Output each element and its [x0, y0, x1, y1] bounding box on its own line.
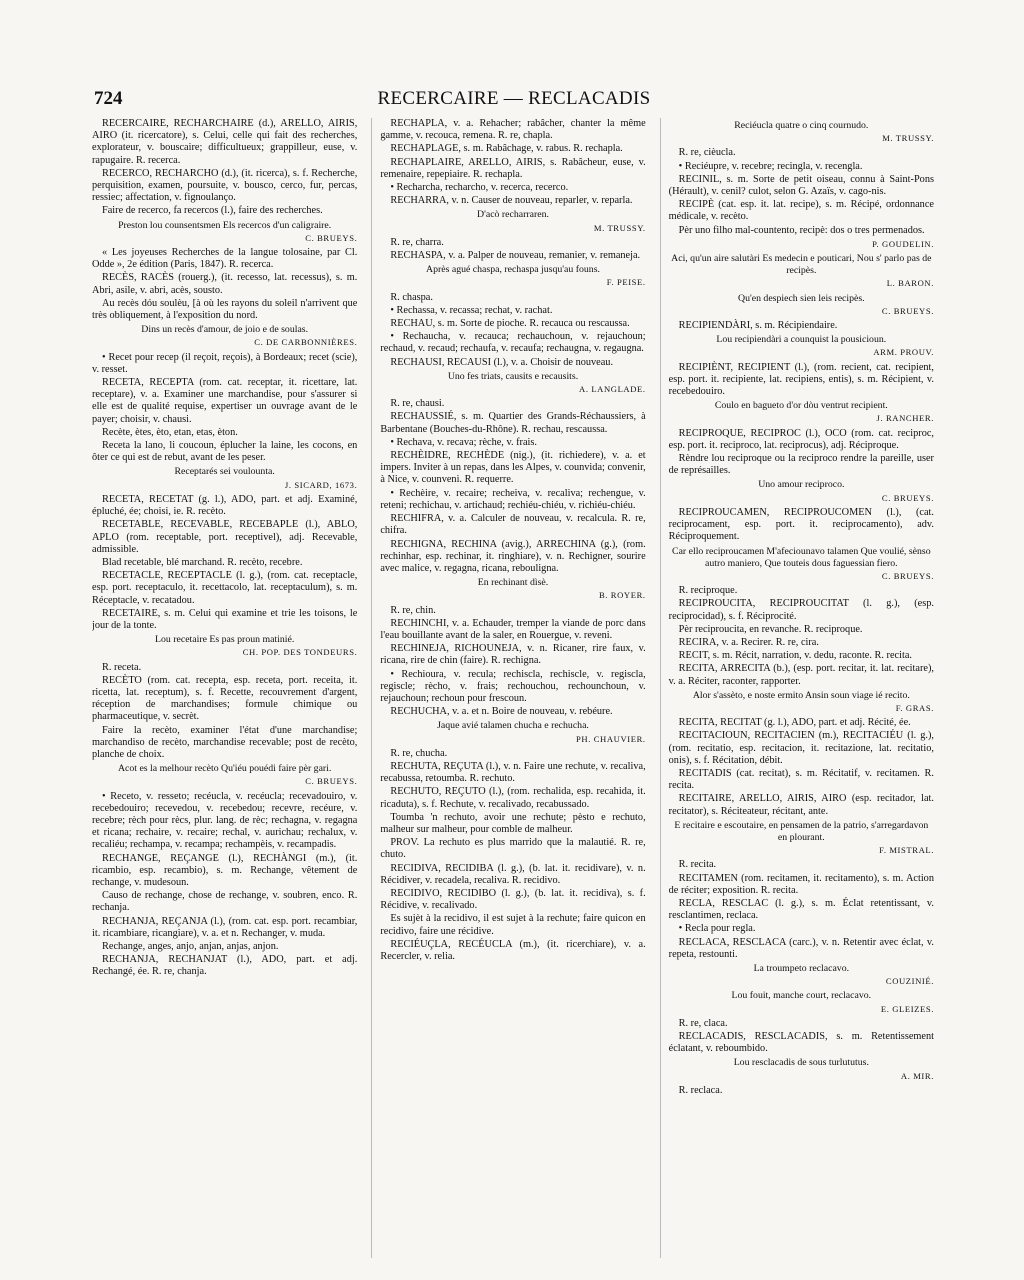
dictionary-entry: RECHARRA, v. n. Causer de nouveau, reparler, v. reparla.	[390, 195, 633, 207]
dictionary-entry: RECETACLE, RECEPTACLE (l. g.), (rom. cat. receptacle, esp. port. receptaculo, it. recettacolo, lat. receptaculum), s. m. Réceptacle, v. recatadou.	[92, 570, 358, 606]
dictionary-entry: • Receto, v. resseto; recéucla, v. recéucla; recevadouiro, v. recebedouiro; recevedou, v. recebedou; recevre, recéure, v. recebre; rèch pour rècs, plur. lang. de rèc; rechagna, v. regagna et ricana; rechaire, v. recaire; rechal, v. aurichau; rechalux, v. recaliéu; rechampa, v. recampa; rechampèis, v. recampadis.	[92, 790, 358, 851]
citation-author: F. PEISE.	[606, 277, 646, 288]
dictionary-entry: RECITACIOUN, RECITACIEN (m.), RECITACIÉU (l. g.), (rom. recitatio, esp. recitacion, it. recitazione, lat. recitatio, onis), s. f. Récitation, débit.	[668, 730, 934, 766]
dictionary-entry: RECIPIENDÀRI, s. m. Récipiendaire.	[678, 320, 838, 332]
citation: D'acò recharraren.	[477, 209, 549, 221]
citation: Reciéucla quatre o cinq cournudo.	[734, 120, 869, 131]
dictionary-entry: Rechange, anges, anjo, anjan, anjas, anjon.	[102, 941, 279, 952]
dictionary-entry: RECIDIVO, RECIDIBO (l. g.), (b. lat. it. recidiva), s. f. Récidive, v. recalivado.	[380, 887, 646, 912]
dictionary-entry: Toumba 'n rechuto, avoir une rechute; pèsto e rechuto, malheur sur malheur, pour comble de malheur.	[380, 811, 646, 835]
text-columns	[92, 118, 934, 1258]
citation: Lou recipiendàri a counquist la pousicioun.	[716, 334, 887, 346]
dictionary-entry: • Rechaucha, v. recauca; rechauchoun, v. rejauchoun; rechaud, v. recaud; rechaufa, v. recaufa; rechaugna, v. regaugna.	[380, 331, 646, 355]
citation-author: E. GLEIZES.	[880, 1003, 934, 1014]
citation-author: P. GOUDELIN.	[872, 238, 934, 249]
citation-author: C. BRUEYS.	[881, 570, 934, 581]
dictionary-entry: Pèr reciproucita, en revanche. R. reciproque.	[678, 623, 863, 635]
citation: Acot es la melhour recèto Qu'iéu pouédi faire pèr gari.	[117, 763, 332, 775]
dictionary-entry: RECÈS, RACÈS (rouerg.), (it. recesso, lat. recessus), s. m. Abri, asile, v. abri, acès, sousto.	[92, 272, 358, 296]
dictionary-entry: Faire la recèto, examiner l'état d'une marchandise; marchandiso de recèto, marchandise recevable; post de recèto, planche de choix.	[92, 724, 358, 760]
dictionary-entry: R. re, claca.	[678, 1017, 728, 1029]
dictionary-entry: RECINIL, s. m. Sorte de petit oiseau, connu à Saint-Pons (Hérault), v. cenil? culot, selon G. Azaïs, v. cago-nis.	[668, 173, 934, 198]
citation: En rechinant dìsè.	[477, 577, 549, 589]
dictionary-entry: Pèr uno filho mal-countento, recipè: dos o tres permenados.	[678, 224, 925, 236]
column-right	[660, 118, 934, 1258]
dictionary-entry: • Recharcha, recharcho, v. recerca, recerco.	[390, 182, 569, 194]
dictionary-entry: RECHAPLAGE, s. m. Rabâchage, v. rabus. R. rechapla.	[390, 143, 623, 155]
dictionary-entry: • Reciéupre, v. recebre; recingla, v. recengla.	[678, 160, 863, 172]
dictionary-entry: RECIPROQUE, RECIPROC (l.), OCO (rom. cat. reciproc, esp. port. it. reciproco, lat. reciprocus), adj. Réciproque.	[668, 427, 934, 451]
citation-author: M. TRUSSY.	[882, 133, 934, 144]
dictionary-entry: Causo de rechange, chose de rechange, v. soubren, enco. R. rechanja.	[92, 890, 358, 914]
citation-author: C. BRUEYS.	[305, 776, 358, 787]
citation: Jaque avié talamen chucha e rechucha.	[437, 720, 589, 732]
dictionary-entry: RECHAPLA, v. a. Rehacher; rabâcher, chanter la même gamme, v. recouca, remena. R. re, chapla.	[380, 118, 646, 142]
dictionary-entry: R. reclaca.	[678, 1084, 723, 1096]
dictionary-entry: RECHUTO, REÇUTO (l.), (rom. rechalida, esp. recahida, it. ricaduta), s. f. Rechute, v. recalivado, recabussado.	[380, 786, 646, 810]
dictionary-entry: Receta la lano, li coucoun, éplucher la laine, les cocons, en ôter ce qui est de rebut, avant de les peser.	[92, 440, 358, 464]
citation: Coulo en bagueto d'or dòu ventrut recipient.	[714, 400, 888, 412]
dictionary-entry: Recète, ètes, èto, etan, etas, èton.	[102, 426, 238, 438]
citation-author: PH. CHAUVIER.	[576, 733, 646, 744]
dictionary-entry: RECHUTA, REÇUTA (l.), v. n. Faire une rechute, v. recaliva, recabussa, retoumba. R. rechuto.	[380, 760, 646, 785]
citation: Lou recetaire Es pas proun matinié.	[155, 634, 295, 646]
dictionary-entry: RECIRA, v. a. Recirer. R. re, cira.	[678, 636, 819, 648]
dictionary-entry: RECIDIVA, RECIDIBA (l. g.), (b. lat. it. recidivare), v. n. Récidiver, v. recadela, recaliva. R. recidivo.	[380, 862, 646, 886]
dictionary-entry: RECHAUSI, RECAUSI (l.), v. a. Choisir de nouveau.	[390, 356, 614, 368]
dictionary-entry: Faire de recerco, fa recercos (l.), faire des recherches.	[102, 205, 323, 217]
citation-author: A. MIR.	[900, 1070, 934, 1081]
dictionary-entry: R. re, chausi.	[390, 398, 445, 410]
dictionary-entry: RECIPÈ (cat. esp. it. lat. recipe), s. m. Récipé, ordonnance médicale, v. recèto.	[668, 199, 934, 223]
dictionary-entry: RECETAIRE, s. m. Celui qui examine et trie les toisons, le jour de la tonte.	[92, 607, 358, 631]
citation-author: F. GRAS.	[895, 702, 934, 713]
page-number: 724	[94, 88, 123, 109]
dictionary-entry: RECÈTO (rom. cat. recepta, esp. receta, port. receita, it. ricetta, lat. receptum), s. f. Recette, recouvrement d'argent, réception de marchandises; formule chimique ou pharmaceutique, v. secrèt.	[92, 674, 358, 723]
dictionary-entry: RECHAU, s. m. Sorte de pioche. R. recauca ou rescaussa.	[390, 318, 630, 330]
citation: Lou resclacadis de sous turlututus.	[733, 1057, 869, 1069]
dictionary-entry: Es sujèt à la recidivo, il est sujet à la rechute; faire quicon en recidivo, faire une récidive.	[380, 913, 646, 937]
dictionary-entry: RECITA, ARRECITA (b.), (esp. port. recitar, it. lat. recitare), v. a. Réciter, raconter, rapporter.	[668, 663, 934, 687]
dictionary-entry: R. re, chin.	[390, 604, 436, 616]
dictionary-entry: RECHÈIDRE, RECHÈDE (nig.), (it. richiedere), v. a. et impers. Inviter à un repas, dans les Alpes, v. counvida; convenir, à Nice, v. counveni. R. requerre.	[380, 450, 646, 486]
dictionary-entry: RECERCAIRE, RECHARCHAIRE (d.), ARELLO, AIRIS, AIRO (it. ricercatore), s. Celui, celle qui fait des recherches, explorateur, v. bouscaire; difficultueux; grappilleur, euse, v. rapugaire. R. recerca.	[92, 118, 358, 166]
citation: Après agué chaspa, rechaspa jusqu'au founs.	[426, 264, 600, 276]
dictionary-entry: RECHUCHA, v. a. et n. Boire de nouveau, v. rebéure.	[390, 706, 613, 718]
citation: Dins un recès d'amour, de joio e de soulas.	[141, 324, 309, 336]
dictionary-entry: RECHAPLAIRE, ARELLO, AIRIS, s. Rabâcheur, euse, v. remenaire, repepiaire. R. rechapla.	[380, 156, 646, 180]
citation-author: J. SICARD, 1673.	[284, 479, 358, 490]
citation-author: ARM. PROUV.	[873, 347, 934, 358]
dictionary-entry: RECETA, RECETAT (g. l.), ADO, part. et adj. Examiné, épluché, ée; choisi, ie. R. recèto.	[92, 493, 358, 518]
dictionary-entry: • Rechèire, v. recaire; recheiva, v. recaliva; rechengue, v. reteni; rechichau, v. artichaud; rechiéu-chiéu, v. richiéu-chiéu.	[380, 487, 646, 511]
dictionary-entry: • Recet pour recep (il reçoit, reçois), à Bordeaux; recet (scie), v. resset.	[92, 351, 358, 375]
citation: Alor s'assèto, e noste ermito Ansin soun viage ié recito.	[692, 689, 910, 701]
page-header	[94, 88, 934, 114]
citation-author: CH. POP. DES TONDEURS.	[242, 647, 358, 658]
dictionary-entry: R. re, chucha.	[390, 747, 448, 759]
citation-author: B. ROYER.	[598, 590, 646, 601]
dictionary-entry: RECHIFRA, v. a. Calculer de nouveau, v. recalcula. R. re, chifra.	[380, 513, 646, 537]
citation-author: C. BRUEYS.	[881, 305, 934, 316]
citation-author: C. BRUEYS.	[305, 232, 358, 243]
citation-author: COUZINIÉ.	[885, 976, 934, 987]
column-left	[92, 118, 357, 1258]
dictionary-entry: RECITA, RECITAT (g. l.), ADO, part. et adj. Récité, ée.	[678, 717, 911, 729]
dictionary-entry: R. re, cièucla.	[678, 147, 736, 159]
dictionary-entry: R. chaspa.	[390, 291, 433, 303]
dictionary-entry: RECHINCHI, v. a. Echauder, tremper la viande de porc dans l'eau bouillante avant de la saler, en Rouergue, v. reveni.	[380, 617, 646, 641]
citation: Uno amour reciproco.	[758, 479, 845, 491]
dictionary-entry: • Rechassa, v. recassa; rechat, v. rachat.	[390, 304, 553, 316]
dictionary-entry: RECHANJA, RECHANJAT (l.), ADO, part. et adj. Rechangé, ée. R. re, chanja.	[92, 954, 358, 978]
dictionary-entry: • Rechioura, v. recula; rechiscla, rechiscle, v. regiscla, regiscle; rècho, v. frais; rechouchou, rechounchoun, v. rejauchoun; rechoun pour frescoun.	[380, 668, 646, 704]
citation: Uno fes triats, causits e recausits.	[447, 370, 579, 382]
dictionary-entry: RECHIGNA, RECHINA (avig.), ARRECHINA (g.), (rom. rechinhar, esp. rechinar, it. ringhiare), v. n. Rechigner, sourire avec malice, v. regagna, ricana, rebouligna.	[380, 538, 646, 574]
dictionary-entry: Blad recetable, blé marchand. R. recèto, recebre.	[102, 556, 303, 568]
dictionary-entry: RECHASPA, v. a. Palper de nouveau, remanier, v. remaneja.	[390, 250, 641, 262]
dictionary-entry: RECITADIS (cat. recitat), s. m. Récitatif, v. recitamen. R. recita.	[668, 767, 934, 792]
dictionary-entry: RECIÉUÇLA, RECÉUCLA (m.), (it. ricerchiare), v. a. Recercler, v. relia.	[380, 938, 646, 962]
citation: Car ello reciproucamen M'afeciounavo talamen Que voulié, sènso autro maniero, Que touteis dous faguessian fiero.	[672, 545, 931, 569]
citation-author: C. DE CARBONNIÈRES.	[254, 337, 358, 348]
dictionary-entry: « Les joyeuses Recherches de la langue tolosaine, par Cl. Odde », 2e édition (Paris, 1847). R. recerca.	[92, 247, 358, 271]
dictionary-entry: RECHINEJA, RICHOUNEJA, v. n. Ricaner, rire faux, v. ricana, rire de chin (faire). R. rechigna.	[380, 643, 646, 667]
dictionary-entry: RECHAUSSIÉ, s. m. Quartier des Grands-Réchaussiers, à Barbentane (Bouches-du-Rhône). R. rechau, rescaussa.	[380, 411, 646, 435]
dictionary-entry: RECERCO, RECHARCHO (d.), (it. ricerca), s. f. Recherche, perquisition, examen, poursuite, v. bousco, cerco, fur, percas, ressiec; affectation, v. fignoulanço.	[92, 167, 358, 204]
citation-author: C. BRUEYS.	[881, 492, 934, 503]
column-middle	[371, 118, 645, 1258]
dictionary-entry: • Rechava, v. recava; rèche, v. frais.	[390, 436, 537, 448]
citation-author: M. TRUSSY.	[593, 222, 646, 233]
dictionary-entry: RECIT, s. m. Récit, narration, v. dedu, raconte. R. recita.	[678, 650, 912, 662]
citation: Receptarés sei voulounta.	[174, 466, 275, 478]
dictionary-entry: R. recita.	[678, 859, 717, 871]
dictionary-entry: RECITAIRE, ARELLO, AIRIS, AIRO (esp. recitador, lat. recitator), s. Réciteateur, récitant, ante.	[668, 793, 934, 817]
dictionary-entry: RECIPROUCAMEN, RECIPROUCOMEN (l.), (cat. reciprocament, esp. port. it. reciprocamento), adv. Réciproquement.	[668, 506, 934, 543]
dictionary-entry: • Recla pour regla.	[678, 923, 756, 935]
citation: Qu'en despiech sien leis recipès.	[738, 292, 865, 304]
dictionary-entry: RECLA, RESCLAC (l. g.), s. m. Éclat retentissant, v. resclantimen, reclaca.	[668, 897, 934, 922]
dictionary-entry: RECIPIÈNT, RECIPIENT (l.), (rom. recient, cat. recipient, esp. port. it. recipiente, lat. recipiens, entis), s. m. Récipient, v. recebedouiro.	[668, 361, 934, 398]
dictionary-entry: Rèndre lou reciproque ou la reciproco rendre la pareille, user de représailles.	[668, 453, 934, 477]
citation-author: A. LANGLADE.	[579, 384, 646, 395]
running-head: RECERCAIRE — RECLACADIS	[377, 88, 651, 109]
citation: Aci, qu'un aire salutàri Es medecin e pouticari, Nou s' parlo pas de recipès.	[671, 253, 932, 277]
dictionary-entry: RECIPROUCITA, RECIPROUCITAT (l. g.), (esp. reciprocidad), s. f. Réciprocité.	[668, 598, 934, 622]
dictionary-entry: RECETA, RECEPTA (rom. cat. receptar, it. ricettare, lat. receptare), v. a. Examiner une marchandise, pour s'assurer si elle est de qualité requise, expertiser un ouvrage avant de le payer; choisir, v. chausi.	[92, 377, 358, 425]
dictionary-entry: R. reciproque.	[678, 585, 738, 597]
dictionary-entry: RECLACA, RESCLACA (carc.), v. n. Retentir avec éclat, v. repeta, restounti.	[668, 936, 934, 960]
citation: La troumpeto reclacavo.	[753, 963, 850, 974]
dictionary-entry: PROV. La rechuto es plus marrido que la malautié. R. re, chuto.	[380, 837, 646, 861]
dictionary-entry: RECHANJA, REÇANJA (l.), (rom. cat. esp. port. recambiar, it. ricambiare, ricangiare), v. a. et n. Rechanger, v. muda.	[92, 915, 358, 939]
citation-author: L. BARON.	[886, 278, 934, 289]
citation: E recitaire e escoutaire, en pensamen de la patrio, s'arregardavon en plourant.	[674, 819, 929, 843]
citation: Preston lou counsentsmen Els recercos d'un caligraire.	[118, 219, 332, 231]
dictionary-entry: RECETABLE, RECEVABLE, RECEBAPLE (l.), ABLO, APLO (rom. receptable, port. receptivel), adj. Recevable, admissible.	[92, 519, 358, 555]
citation-author: J. RANCHER.	[876, 413, 934, 424]
dictionary-entry: Au recès dóu soulèu, [à où les rayons du soleil n'arrivent que très obliquement, à l'exposition du nord.	[92, 297, 358, 322]
dictionary-entry: RECHANGE, REÇANGE (l.), RECHÀNGI (m.), (it. ricambio, esp. recambio), s. m. Rechange, vêtement de rechange, v. mudesoun.	[92, 852, 358, 888]
citation: Lou fouit, manche court, reclacavo.	[731, 990, 872, 1002]
dictionary-entry: R. re, charra.	[390, 236, 444, 248]
dictionary-entry: R. receta.	[102, 661, 142, 673]
dictionary-entry: RECITAMEN (rom. recitamen, it. recitamento), s. m. Action de réciter; exposition. R. recita.	[668, 872, 934, 896]
citation-author: F. MISTRAL.	[879, 845, 934, 856]
dictionary-entry: RECLACADIS, RESCLACADIS, s. m. Retentissement éclatant, v. reboumbido.	[668, 1031, 934, 1055]
